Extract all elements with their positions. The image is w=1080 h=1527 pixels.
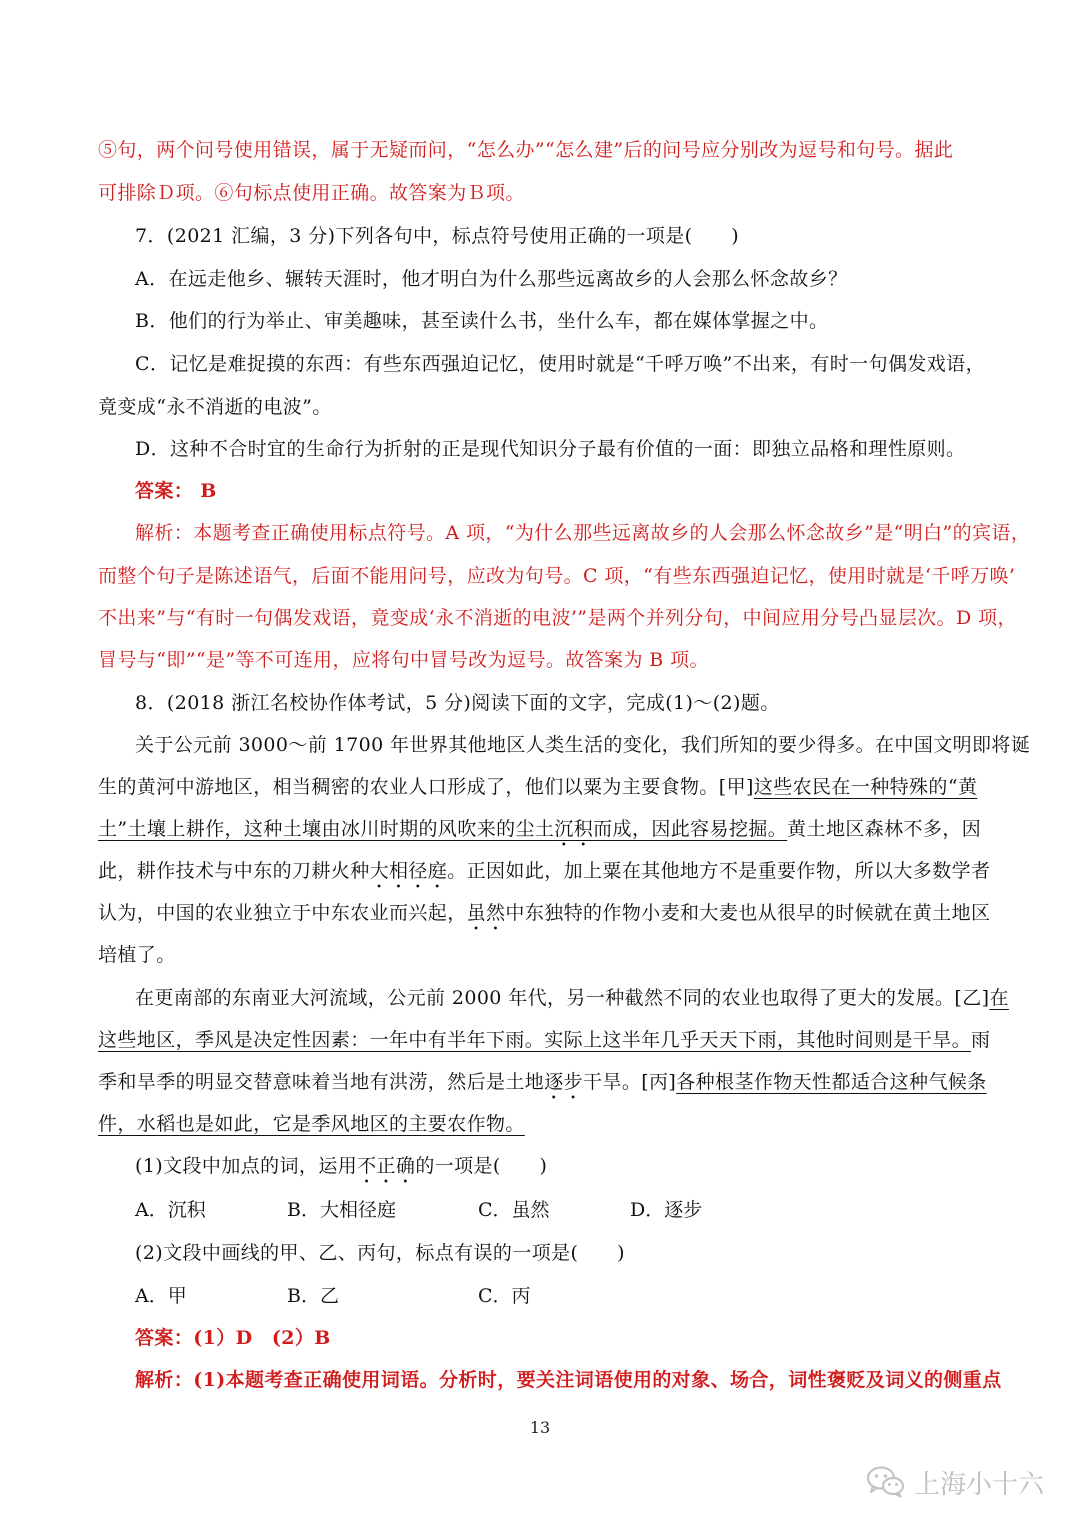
underlined-sentence-bing: 件，水稻也是如此，它是季风地区的主要农作物。	[98, 1113, 525, 1135]
passage-text: 认为，中国的农业独立于中东农业而兴起，	[98, 902, 467, 924]
q7-analysis-line-3: 不出来”与“有时一句偶发戏语，竟变成‘永不消逝的电波’”是两个并列分句，中间应用分号凸显层次。D 项，	[98, 607, 1017, 629]
watermark	[866, 1462, 1044, 1502]
underlined-sentence-jia: 土”土壤上耕作，这种土壤由冰川时期的风吹来的尘土	[98, 818, 555, 840]
prev-analysis-line-2: 可排除Ｄ项。⑥句标点使用正确。故答案为Ｂ项。	[98, 182, 525, 204]
q7-analysis-line-4: 冒号与“即”“是”等不可连用，应将句中冒号改为逗号。故答案为 B 项。	[98, 649, 709, 671]
q7-option-d: D．这种不合时宜的生命行为折射的正是现代知识分子最有价值的一面：即独立品格和理性原则。	[135, 438, 966, 460]
dotted-word-buzhengque: 不正确	[357, 1155, 416, 1177]
q8-sub-question-1	[135, 1153, 983, 1188]
q7-analysis-line-1: 解析：本题考查正确使用标点符号。A 项，“为什么那些远离故乡的人会那么怀念故乡”是“明白”的宾语，	[135, 522, 1031, 544]
page-number: 13	[529, 1418, 551, 1437]
q8-passage-1-line-6: 培植了。	[98, 944, 176, 966]
option-b: B．大相径庭	[287, 1199, 396, 1221]
q7-answer: 答案： B	[135, 480, 217, 502]
q8-passage-1-line-5	[98, 900, 991, 935]
dotted-word-daxiangjingting: 大相径庭	[369, 860, 448, 882]
dotted-word-suiran: 虽然	[466, 902, 506, 924]
option-a: A．甲	[135, 1285, 187, 1307]
dotted-word-chenji: 沉积	[554, 818, 594, 840]
underlined-sentence-bing: 各种根茎作物天性都适合这种气候条	[676, 1071, 987, 1093]
option-b: B．乙	[287, 1285, 339, 1307]
passage-text: 雨	[971, 1029, 991, 1051]
q8-passage-2-line-2	[98, 1027, 991, 1053]
passage-text: 中东独特的作物小麦和大麦也从很早的时候就在黄土地区	[505, 902, 991, 924]
q7-option-c-line-1: C．记忆是难捉摸的东西：有些东西强迫记忆，使用时就是“千呼万唤”不出来，有时一句偶发戏语，	[135, 353, 985, 375]
underlined-sentence-yi: 这些地区，季风是决定性因素：一年中有半年下雨。实际上这半年几乎天天下雨，其他时间则是干旱。	[98, 1029, 972, 1051]
q7-stem: 7．(2021 汇编，3 分)下列各句中，标点符号使用正确的一项是( )	[135, 225, 740, 247]
passage-text: 季和旱季的明显交替意味着当地有洪涝，然后是土地	[98, 1071, 545, 1093]
q8-passage-1-line-2	[98, 774, 983, 800]
option-c: C．丙	[478, 1285, 531, 1307]
sub-question-text: (1)文段中加点的词，运用	[135, 1155, 358, 1177]
q8-passage-2-line-4	[98, 1111, 983, 1137]
watermark-text: 上海小十六	[913, 1469, 1044, 1500]
passage-text: 干旱。[丙]	[583, 1071, 677, 1093]
underlined-sentence-jia: 这些农民在一种特殊的“黄	[753, 776, 978, 798]
passage-text: 黄土地区森林不多，因	[787, 818, 982, 840]
passage-text: 在更南部的东南亚大河流域，公元前 2000 年代，另一种截然不同的农业也取得了更大的发展。[乙]	[135, 987, 990, 1009]
q8-passage-2-line-1	[135, 985, 1009, 1011]
underlined-sentence-yi: 在	[989, 987, 1009, 1009]
passage-text: 生的黄河中游地区，相当稠密的农业人口形成了，他们以粟为主要食物。[甲]	[98, 776, 754, 798]
option-a: A．沉积	[135, 1199, 206, 1221]
q7-option-a: A．在远走他乡、辗转天涯时，他才明白为什么那些远离故乡的人会那么怀念故乡？	[135, 268, 848, 290]
q8-passage-2-line-3	[98, 1069, 987, 1104]
q7-analysis-line-2: 而整个句子是陈述语气，后面不能用问号，应改为句号。C 项，“有些东西强迫记忆，使用时就是‘千呼万唤’	[98, 565, 1016, 587]
dotted-word-zhubu: 逐步	[544, 1071, 584, 1093]
underlined-sentence-jia: 而成，因此容易挖掘。	[593, 818, 788, 840]
q8-sub-question-2: (2)文段中画线的甲、乙、丙句，标点有误的一项是( )	[135, 1242, 625, 1264]
option-c: C．虽然	[478, 1199, 550, 1221]
wechat-icon	[866, 1465, 906, 1499]
q7-option-b: B．他们的行为举止、审美趣味，甚至读什么书，坐什么车，都在媒体掌握之中。	[135, 310, 829, 332]
option-d: D．逐步	[630, 1199, 703, 1221]
prev-analysis-line-1: ⑤句，两个问号使用错误，属于无疑而问，“怎么办”“怎么建”后的问号应分别改为逗号和句号。据此	[98, 139, 954, 161]
q8-stem: 8．(2018 浙江名校协作体考试，5 分)阅读下面的文字，完成(1)～(2)题。	[135, 692, 780, 714]
q8-analysis-line-1: 解析：(1)本题考查正确使用词语。分析时，要关注词语使用的对象、场合，词性褒贬及词义的侧重点	[135, 1369, 1002, 1391]
passage-text: 。正因如此，加上粟在其他地方不是重要作物，所以大多数学者	[447, 860, 991, 882]
passage-text: 此，耕作技术与中东的刀耕火种	[98, 860, 370, 882]
q7-option-c-line-2: 竟变成“永不消逝的电波”。	[98, 396, 332, 418]
q8-passage-1-line-1: 关于公元前 3000～前 1700 年世界其他地区人类生活的变化，我们所知的要少得多。在中国文明即将诞	[135, 734, 1031, 756]
q8-passage-1-line-3	[98, 816, 983, 851]
sub-question-text: 的一项是( )	[415, 1155, 548, 1177]
q8-answer: 答案：(1）D (2）B	[135, 1327, 331, 1349]
q8-passage-1-line-4	[98, 858, 991, 893]
